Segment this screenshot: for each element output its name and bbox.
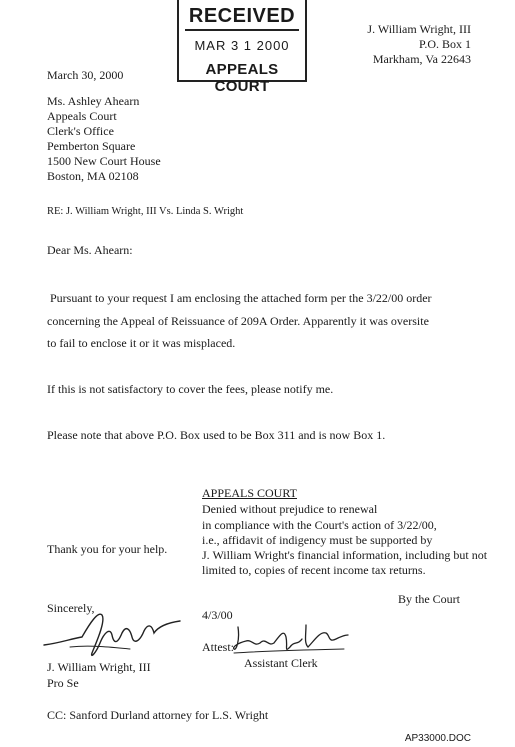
recipient-line: 1500 New Court House (47, 154, 161, 168)
closing-pro-se: Pro Se (47, 676, 79, 690)
court-note-line: Denied without prejudice to renewal (202, 502, 378, 516)
body-line: to fail to enclose it or it was misplaced. (47, 336, 236, 350)
sender-box: P.O. Box 1 (418, 37, 471, 51)
court-note-line: J. William Wright's financial information, including but not (202, 548, 488, 562)
recipient-line: Ms. Ashley Ahearn (47, 94, 140, 108)
stamp-divider (185, 29, 299, 31)
attest-label: Attest: (202, 640, 234, 654)
closing-sincerely: Sincerely, (47, 601, 95, 615)
thanks-line: Thank you for your help. (47, 542, 168, 556)
stamp-date: MAR 3 1 2000 (194, 38, 290, 53)
recipient-line: Appeals Court (47, 109, 117, 123)
closing-name: J. William Wright, III (47, 660, 151, 674)
body-line: Please note that above P.O. Box used to be Box 311 and is now Box 1. (47, 428, 386, 442)
court-note-line: limited to, copies of recent income tax returns. (202, 563, 426, 577)
letter-date: March 30, 2000 (47, 68, 124, 82)
body-line: concerning the Appeal of Reissuance of 209A Order. Apparently it was oversite (47, 314, 429, 328)
court-note-date: 4/3/00 (202, 608, 233, 622)
attest-signature (232, 617, 352, 657)
court-note-line: i.e., affidavit of indigency must be supported by (202, 533, 433, 547)
handwritten-signature (40, 603, 190, 663)
recipient-line: Clerk's Office (47, 124, 114, 138)
sender-city: Markham, Va 22643 (372, 52, 471, 66)
sender-name: J. William Wright, III (367, 22, 471, 36)
salutation: Dear Ms. Ahearn: (47, 243, 133, 257)
court-note-line: in compliance with the Court's action of 3/22/00, (202, 518, 437, 532)
body-line: If this is not satisfactory to cover the fees, please notify me. (47, 382, 334, 396)
recipient-line: Boston, MA 02108 (47, 169, 139, 183)
recipient-line: Pemberton Square (47, 139, 136, 153)
stamp-title: RECEIVED (188, 5, 296, 27)
cc-line: CC: Sanford Durland attorney for L.S. Wright (47, 708, 269, 722)
body-line: Pursuant to your request I am enclosing the attached form per the 3/22/00 order (50, 291, 432, 305)
attest-title: Assistant Clerk (244, 656, 318, 670)
stamp-court: APPEALS COURT (205, 61, 279, 95)
received-stamp (177, 0, 307, 95)
footer-doc-id: AP33000.DOC (404, 733, 471, 744)
re-line: RE: J. William Wright, III Vs. Linda S. Wright (47, 206, 244, 217)
court-note-heading: APPEALS COURT (202, 486, 297, 500)
court-note-by: By the Court (398, 592, 460, 606)
